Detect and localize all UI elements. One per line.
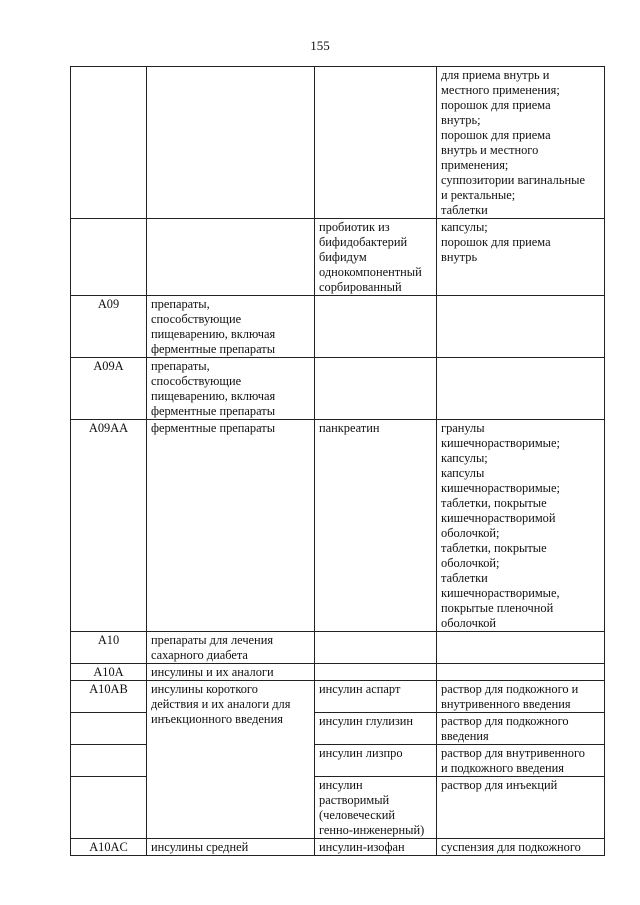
table-row	[71, 219, 605, 296]
group-cell: инсулины и их аналоги	[147, 664, 315, 681]
atc-code-cell: A10A	[71, 664, 147, 681]
dosage-form-cell: раствор для внутривенного и подкожного введения	[437, 745, 605, 777]
dosage-form-cell: раствор для подкожного и внутривенного введения	[437, 681, 605, 713]
drug-name-cell: пробиотик из бифидобактерий бифидум однокомпонентный сорбированный	[315, 219, 437, 296]
atc-code-cell	[71, 219, 147, 296]
table-row	[71, 664, 605, 681]
group-cell: препараты, способствующие пищеварению, включая ферментные препараты	[147, 358, 315, 420]
dosage-form-cell	[437, 296, 605, 358]
dosage-form-cell: суспензия для подкожного	[437, 839, 605, 856]
atc-code-cell	[71, 713, 147, 745]
drug-name-cell	[315, 358, 437, 420]
dosage-form-cell: капсулы; порошок для приема внутрь	[437, 219, 605, 296]
table-row	[71, 67, 605, 219]
page-number: 155	[310, 38, 330, 53]
drug-name-cell	[315, 296, 437, 358]
dosage-form-cell: раствор для инъекций	[437, 777, 605, 839]
group-cell: инсулины средней	[147, 839, 315, 856]
dosage-form-cell	[437, 632, 605, 664]
drug-table	[70, 66, 605, 856]
drug-name-cell: инсулин аспарт	[315, 681, 437, 713]
dosage-form-cell: гранулы кишечнорастворимые; капсулы; капсулы кишечнорастворимые; таблетки, покрытые кишечнорастворимой оболочкой; таблетки, покрытые оболочкой; таблетки кишечнорастворимые, покрытые пленочной оболочкой	[437, 420, 605, 632]
group-cell: препараты для лечения сахарного диабета	[147, 632, 315, 664]
atc-code-cell: A10AC	[71, 839, 147, 856]
dosage-form-cell	[437, 664, 605, 681]
group-cell	[147, 219, 315, 296]
drug-name-cell	[315, 67, 437, 219]
group-cell: препараты, способствующие пищеварению, включая ферментные препараты	[147, 296, 315, 358]
drug-name-cell: инсулин лизпро	[315, 745, 437, 777]
table-row	[71, 839, 605, 856]
table-row	[71, 632, 605, 664]
dosage-form-cell	[437, 358, 605, 420]
atc-code-cell	[71, 777, 147, 839]
drug-name-cell	[315, 664, 437, 681]
drug-name-cell: инсулин растворимый (человеческий генно-инженерный)	[315, 777, 437, 839]
atc-code-cell: A10	[71, 632, 147, 664]
drug-name-cell: инсулин глулизин	[315, 713, 437, 745]
group-cell: инсулины короткого действия и их аналоги для инъекционного введения	[147, 681, 315, 839]
table-row	[71, 358, 605, 420]
atc-code-cell	[71, 67, 147, 219]
dosage-form-cell: для приема внутрь и местного применения; порошок для приема внутрь; порошок для приема внутрь и местного применения; суппозитории вагинальные и ректальные; таблетки	[437, 67, 605, 219]
drug-name-cell	[315, 632, 437, 664]
atc-code-cell: A10AB	[71, 681, 147, 713]
table-row	[71, 681, 605, 713]
group-cell: ферментные препараты	[147, 420, 315, 632]
atc-code-cell: A09	[71, 296, 147, 358]
table-row	[71, 296, 605, 358]
drug-name-cell: панкреатин	[315, 420, 437, 632]
atc-code-cell: A09A	[71, 358, 147, 420]
drug-name-cell: инсулин-изофан	[315, 839, 437, 856]
atc-code-cell	[71, 745, 147, 777]
dosage-form-cell: раствор для подкожного введения	[437, 713, 605, 745]
table-row	[71, 420, 605, 632]
group-cell	[147, 67, 315, 219]
atc-code-cell: A09AA	[71, 420, 147, 632]
